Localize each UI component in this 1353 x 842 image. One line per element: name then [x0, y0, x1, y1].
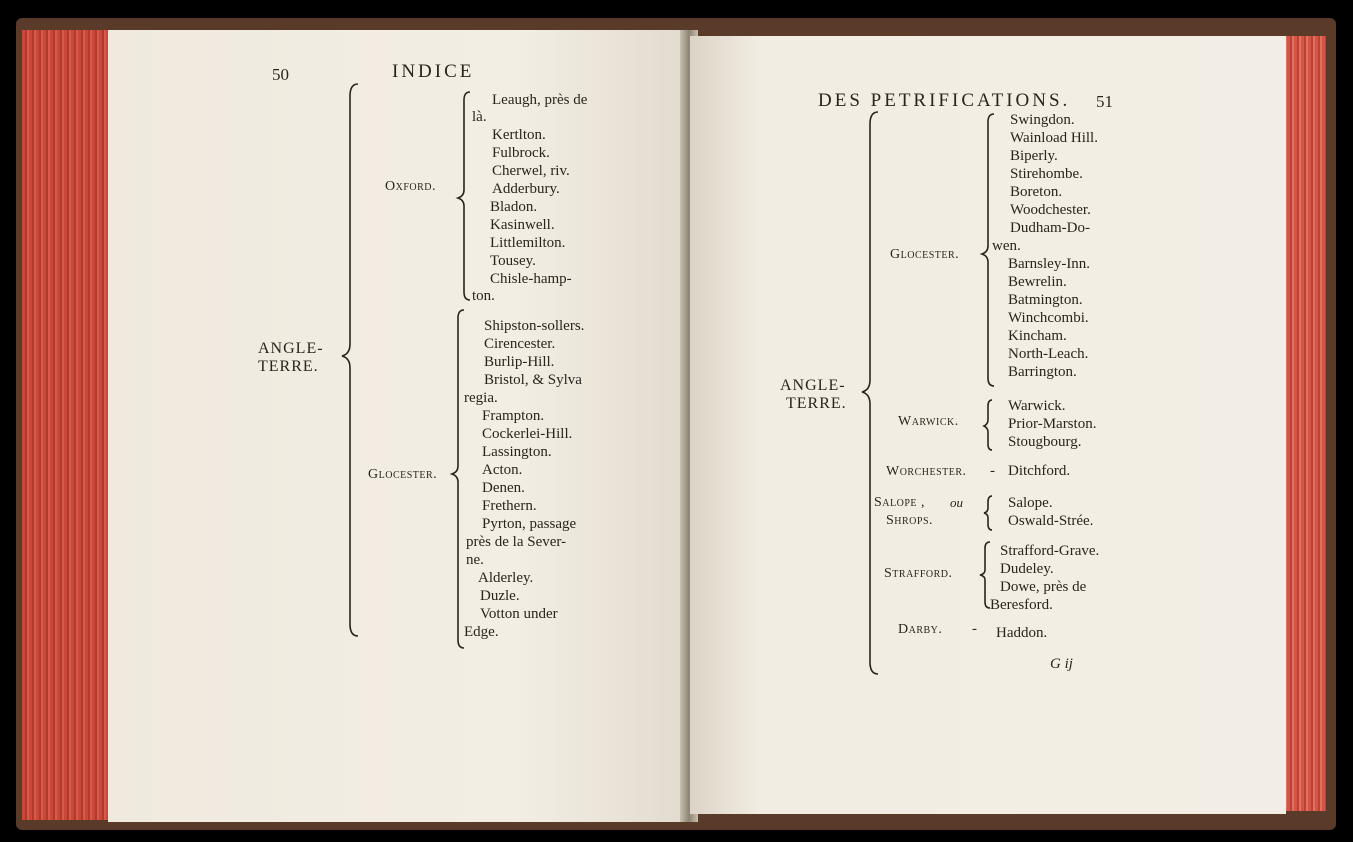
place-item: Barnsley-Inn.	[1008, 256, 1091, 272]
left-glocester-bracket	[450, 308, 470, 653]
place-item: Littlemilton.	[490, 235, 566, 251]
right-running-head: DES PETRIFICATIONS.	[818, 90, 1071, 111]
place-item: North-Leach.	[1008, 346, 1089, 362]
place-item: Cockerlei-Hill.	[482, 426, 573, 442]
place-item: Lassington.	[482, 444, 552, 460]
place-item: Bewrelin.	[1008, 274, 1067, 290]
place-item: Dudeley.	[1000, 561, 1054, 577]
place-item: regia.	[464, 390, 498, 406]
place-item: Stougbourg.	[1008, 434, 1082, 450]
place-item: Leaugh, près de	[492, 92, 588, 108]
place-item: Beresford.	[990, 597, 1053, 613]
place-item: Dudham-Do-	[1010, 220, 1090, 236]
left-page-edges	[22, 30, 114, 820]
right-warwick-county: Warwick.	[898, 414, 959, 429]
place-item: Warwick.	[1008, 398, 1066, 414]
left-country-line1: ANGLE-	[258, 340, 324, 357]
place-item: Kincham.	[1008, 328, 1067, 344]
place-item: Batmington.	[1008, 292, 1083, 308]
right-country-bracket	[856, 110, 886, 680]
place-item: Fulbrock.	[492, 145, 550, 161]
left-running-head: INDICE	[392, 61, 475, 82]
right-salope-bracket	[982, 494, 998, 532]
place-item: Cirencester.	[484, 336, 556, 352]
place-item: Bladon.	[490, 199, 538, 215]
place-item: là.	[472, 109, 487, 125]
place-item: Duzle.	[480, 588, 520, 604]
right-salope-county: Salope ,	[874, 495, 926, 510]
place-item: Oswald-Strée.	[1008, 513, 1094, 529]
place-item: Woodchester.	[1010, 202, 1091, 218]
right-darby-dash: -	[972, 621, 977, 637]
place-item: Alderley.	[478, 570, 534, 586]
left-glocester-county: Glocester.	[368, 467, 438, 482]
place-item: Shipston-sollers.	[484, 318, 585, 334]
right-page-edges	[1280, 36, 1326, 811]
place-item: Adderbury.	[492, 181, 560, 197]
place-item: Prior-Marston.	[1008, 416, 1097, 432]
place-item: Wainload Hill.	[1010, 130, 1098, 146]
place-item: Pyrton, passage	[482, 516, 577, 532]
place-item: ton.	[472, 288, 495, 304]
place-item: Acton.	[482, 462, 523, 478]
place-item: Stirehombe.	[1010, 166, 1083, 182]
place-item: près de la Sever-	[466, 534, 567, 550]
place-item: Frethern.	[482, 498, 537, 514]
left-page-number: 50	[272, 65, 289, 84]
left-country-bracket	[336, 82, 366, 642]
left-oxford-county: Oxford.	[385, 179, 437, 194]
place-item: Strafford-Grave.	[1000, 543, 1100, 559]
place-item: wen.	[992, 238, 1021, 254]
right-strafford-county: Strafford.	[884, 566, 953, 581]
place-item: Salope.	[1008, 495, 1053, 511]
place-item: Haddon.	[996, 625, 1048, 641]
place-item: Biperly.	[1010, 148, 1058, 164]
left-country-line2: TERRE.	[258, 358, 319, 375]
right-country-line1: ANGLE-	[780, 377, 846, 394]
place-item: Kasinwell.	[490, 217, 555, 233]
place-item: Tousey.	[490, 253, 536, 269]
place-item: Cherwel, riv.	[492, 163, 570, 179]
right-worchester-county: Worchester.	[886, 464, 967, 479]
place-item: Ditchford.	[1008, 463, 1071, 479]
place-item: Frampton.	[482, 408, 545, 424]
place-item: Denen.	[482, 480, 525, 496]
right-shrops-county: Shrops.	[886, 513, 934, 528]
right-salope-ou: ou	[950, 495, 963, 510]
right-worchester-dash: -	[990, 463, 995, 479]
left-page	[108, 30, 686, 822]
place-item: Bristol, & Sylva	[484, 372, 582, 388]
right-country-line2: TERRE.	[786, 395, 847, 412]
place-item: Votton under	[480, 606, 558, 622]
place-item: Barrington.	[1008, 364, 1077, 380]
place-item: Kertlton.	[492, 127, 546, 143]
signature-mark: G ij	[1050, 656, 1073, 672]
place-item: ne.	[466, 552, 484, 568]
right-darby-county: Darby.	[898, 622, 943, 637]
right-glocester-county: Glocester.	[890, 247, 960, 262]
place-item: Winchcombi.	[1008, 310, 1089, 326]
place-item: Burlip-Hill.	[484, 354, 555, 370]
place-item: Dowe, près de	[1000, 579, 1087, 595]
place-item: Edge.	[464, 624, 499, 640]
right-page-number: 51	[1096, 92, 1113, 111]
place-item: Boreton.	[1010, 184, 1063, 200]
right-warwick-bracket	[982, 398, 998, 454]
place-item: Swingdon.	[1010, 112, 1075, 128]
place-item: Chisle-hamp-	[490, 271, 572, 287]
